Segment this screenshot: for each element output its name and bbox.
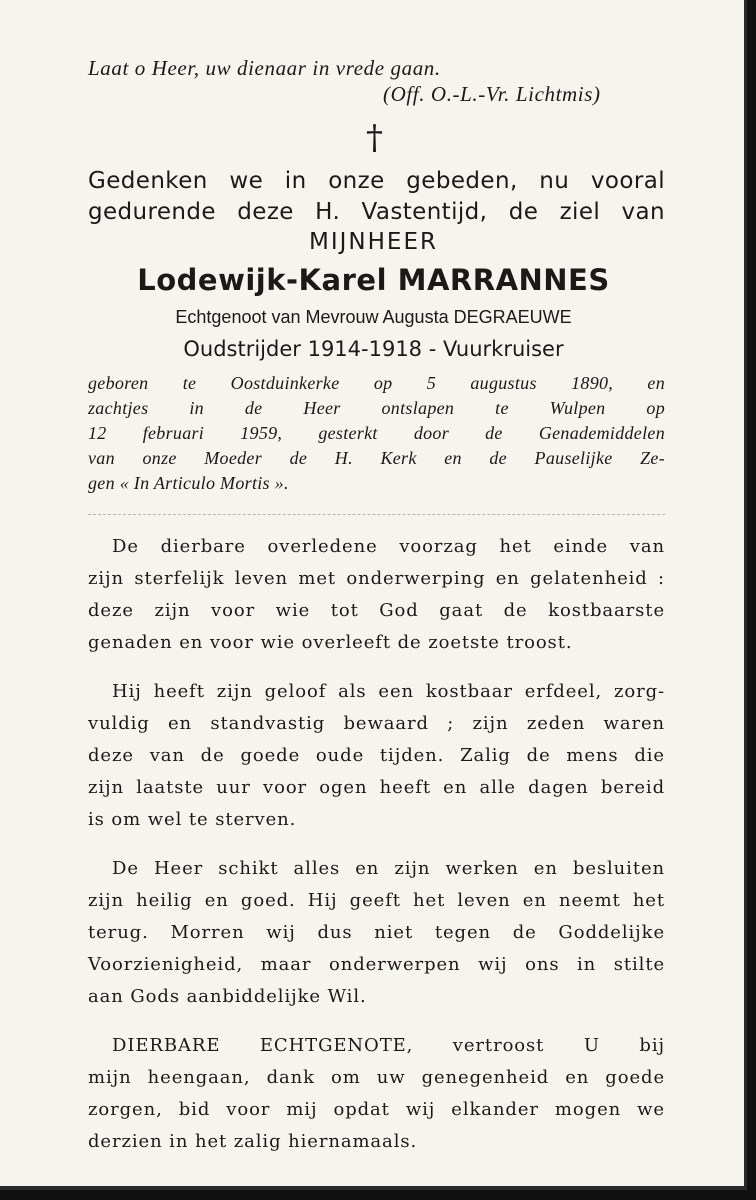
paragraph-line: vuldig en standvastig bewaard ; zijn zeden waren — [88, 713, 665, 734]
paragraph-line: deze zijn voor wie tot God gaat de kostbaarste — [88, 600, 665, 621]
paragraph-line: DIERBARE ECHTGENOTE, vertroost U bij — [112, 1035, 665, 1056]
paragraph-line: zijn heilig en goed. Hij geeft het leven en neemt het — [88, 890, 665, 911]
paragraph-line: mijn heengaan, dank om uw genegenheid en goede — [88, 1067, 665, 1088]
paragraph-line: zijn sterfelijk leven met onderwerping en gelatenheid : — [88, 568, 665, 589]
divider — [88, 514, 665, 515]
paragraph-line: Hij heeft zijn geloof als een kostbaar erfdeel, zorg- — [112, 681, 665, 702]
spouse-line: Echtgenoot van Mevrouw Augusta DEGRAEUWE — [175, 307, 572, 327]
paragraph-line: De dierbare overledene voorzag het einde van — [112, 536, 665, 557]
paragraph-line: zijn laatste uur voor ogen heeft en alle dagen bereid — [88, 777, 665, 798]
opening-quote: Laat o Heer, uw dienaar in vrede gaan. — [88, 56, 441, 80]
paragraph-line: zorgen, bid voor mij opdat wij elkander mogen we — [88, 1099, 665, 1120]
honorific: MIJNHEER — [309, 229, 438, 255]
paragraph-line: terug. Morren wij dus niet tegen de Goddelijke — [88, 922, 665, 943]
paragraph-line: De Heer schikt alles en zijn werken en besluiten — [112, 858, 665, 879]
paragraph-line: deze van de goede oude tijden. Zalig de mens die — [88, 745, 665, 766]
birth-death-line: geboren te Oostduinkerke op 5 augustus 1890, en — [88, 373, 665, 393]
intro-line: Gedenken we in onze gebeden, nu vooral — [88, 168, 665, 194]
deceased-name: Lodewijk-Karel MARRANNES — [137, 263, 610, 297]
paragraph-line: aan Gods aanbiddelijke Wil. — [88, 986, 367, 1007]
intro-line: gedurende deze H. Vastentijd, de ziel van — [88, 199, 665, 225]
paragraph-line: derzien in het zalig hiernamaals. — [88, 1131, 418, 1152]
quote-source: (Off. O.-L.-Vr. Lichtmis) — [383, 82, 601, 106]
birth-death-line: zachtjes in de Heer ontslapen te Wulpen op — [88, 398, 665, 418]
birth-death-line: van onze Moeder de H. Kerk en de Pauselijke Ze- — [88, 448, 665, 468]
paragraph-line: genaden en voor wie overleeft de zoetste troost. — [88, 632, 573, 653]
birth-death-line: gen « In Articulo Mortis ». — [88, 473, 289, 493]
paragraph-line: Voorzienigheid, maar onderwerpen wij ons in stilte — [88, 954, 665, 975]
paragraph-line: is om wel te sterven. — [88, 809, 297, 830]
birth-death-line: 12 februari 1959, gesterkt door de Genademiddelen — [88, 423, 665, 443]
veteran-line: Oudstrijder 1914-1918 - Vuurkruiser — [183, 337, 564, 361]
cross-icon: † — [366, 118, 383, 158]
